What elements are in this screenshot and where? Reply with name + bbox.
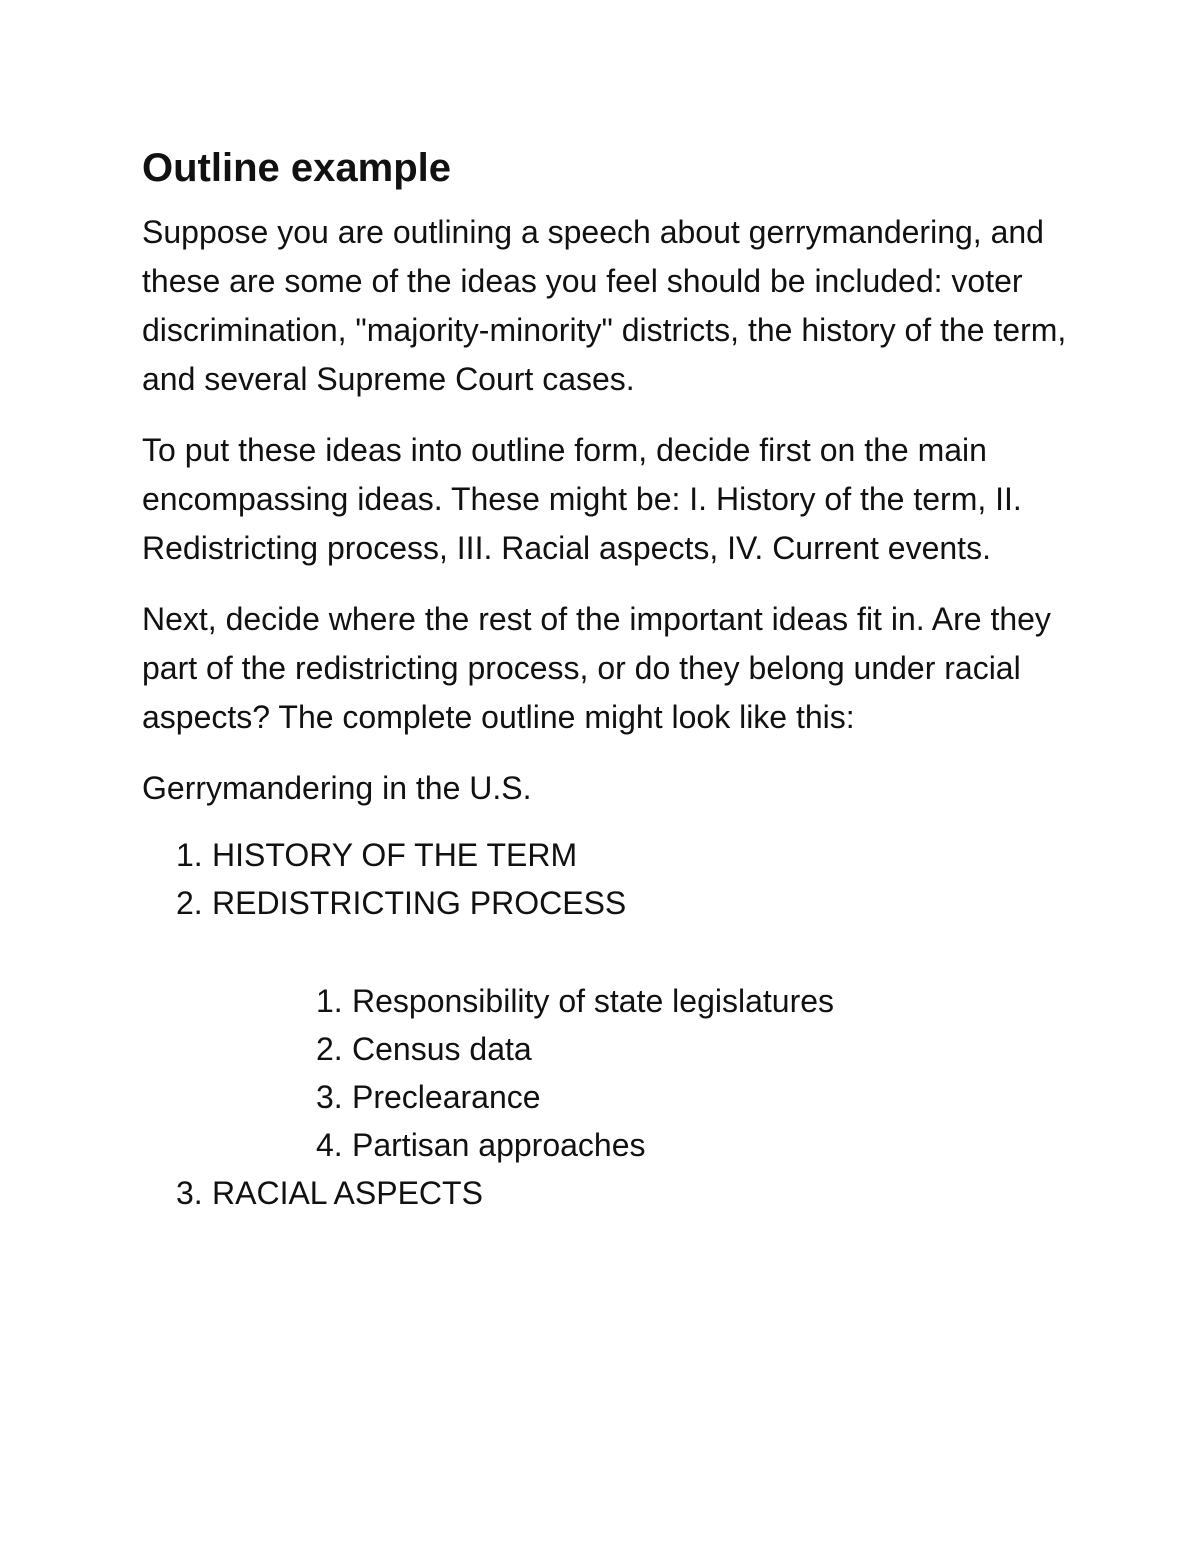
outline-subitem-number: 2.: [316, 1031, 343, 1067]
outline-item-label: HISTORY OF THE TERM: [212, 837, 578, 873]
outline-item-number: 3.: [176, 1175, 203, 1211]
outline-subitem-number: 3.: [316, 1079, 343, 1115]
outline-subitem: [212, 1025, 1082, 1073]
outline-item: [142, 831, 1082, 879]
outline-subitem-label: Preclearance: [352, 1079, 541, 1115]
outline-item-number: 2.: [176, 885, 203, 921]
outline-subitem-number: 4.: [316, 1127, 343, 1163]
outline-sublist: [212, 977, 1082, 1169]
outline-subitem-label: Census data: [352, 1031, 532, 1067]
outline-title: Gerrymandering in the U.S.: [142, 770, 532, 806]
outline-item-number: 1.: [176, 837, 203, 873]
outline-subitem-label: Partisan approaches: [352, 1127, 646, 1163]
paragraph-intro: Suppose you are outlining a speech about gerrymandering, and these are some of the ideas you feel should be included: voter discrimination, "majority-minority" districts, the history of the term, and several Supreme Court cases.: [142, 214, 1067, 397]
outline-subitem-label: Responsibility of state legislatures: [352, 983, 835, 1019]
paragraph-next-steps: Next, decide where the rest of the important ideas fit in. Are they part of the redistricting process, or do they belong under racial aspects? The complete outline might look like this:: [142, 601, 1051, 735]
outline-list: [142, 831, 1082, 1217]
page-title: Outline example: [142, 146, 451, 190]
paragraph-main-ideas: To put these ideas into outline form, decide first on the main encompassing ideas. These might be: I. History of the term, II. Redistricting process, III. Racial aspects, IV. Current events.: [142, 432, 1022, 566]
outline-subitem: [212, 1073, 1082, 1121]
outline-subitem: [212, 977, 1082, 1025]
outline-item-label: REDISTRICTING PROCESS: [212, 885, 627, 921]
document-page: [142, 140, 1082, 1217]
outline-item: [142, 879, 1082, 1169]
outline-subitem-number: 1.: [316, 983, 343, 1019]
outline-item: [142, 1169, 1082, 1217]
outline-subitem: [212, 1121, 1082, 1169]
outline-item-label: RACIAL ASPECTS: [212, 1175, 483, 1211]
